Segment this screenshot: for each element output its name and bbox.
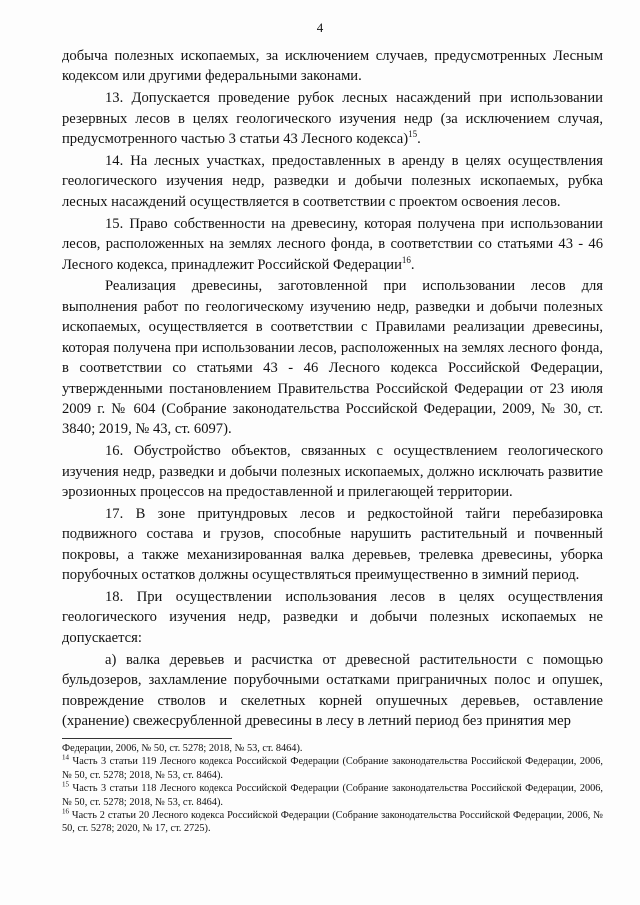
page-number: 4: [316, 20, 324, 35]
footnote-text: Часть 2 статьи 20 Лесного кодекса Российской Федерации (Собрание законодательства Российской Федерации, 2006, № 50, ст. 5278; 2020, № 17, ст. 2725).: [62, 810, 603, 835]
paragraph-text: 14. На лесных участках, предоставленных в аренду в целях осуществления геологического изучения недр, разведки и добычи полезных ископаемых, рубка лесных насаждений осуществляется в соответствии с проектом освоения лесов.: [62, 153, 603, 210]
paragraph-18a: [62, 650, 603, 732]
footnote-continuation: [62, 742, 603, 755]
footnote-14: [62, 755, 603, 782]
document-body: [62, 46, 603, 733]
footnote-separator: [62, 738, 232, 739]
footnote-text: Часть 3 статьи 119 Лесного кодекса Российской Федерации (Собрание законодательства Российской Федерации, 2006, № 50, ст. 5278; 2018, № 53, ст. 8464).: [62, 756, 604, 781]
footnote-16: [62, 809, 603, 836]
paragraph-15: [62, 214, 603, 275]
paragraph-text: а) валка деревьев и расчистка от древесной растительности с помощью бульдозеров, захламление порубочными остатками приграничных полос и опушек, повреждение стволов и скелетных корней опушечных деревьев, оставление (хранение) свежесрубленной древесины в лесу в летний период без принятия мер: [62, 651, 603, 729]
paragraph-text: 16. Обустройство объектов, связанных с осуществлением геологического изучения недр, разведки и добычи полезных ископаемых, должно исключать развитие эрозионных процессов на предоставленной и прилегающей территории.: [62, 443, 603, 501]
paragraph-continuation: [62, 46, 603, 87]
paragraph-18: [62, 587, 603, 648]
paragraph-text: 18. При осуществлении использования лесов в целях осуществления геологического изучения недр, разведки и добычи полезных ископаемых не допускается:: [62, 589, 603, 646]
paragraph-text: 15. Право собственности на древесину, которая получена при использовании лесов, расположенных на землях лесного фонда, в соответствии со статьями 43 - 46 Лесного кодекса, принадлежит Российской Федерации: [62, 215, 603, 273]
paragraph-text: Реализация древесины, заготовленной при использовании лесов для выполнения работ по геологическому изучению недр, разведки и добычи полезных ископаемых, осуществляется в соответствии с Правилами реализации древесины, которая получена при использовании лесов, расположенных на землях лесного фонда, в соответствии со статьями 43 - 46 Лесного кодекса Российской Федерации, утвержденными постановлением Правительства Российской Федерации от 23 июля 2009 г. № 604 (Собрание законодательства Российской Федерации, 2009, № 30, ст. 3840; 2019, № 43, ст. 6097).: [62, 278, 603, 438]
footnote-text: Федерации, 2006, № 50, ст. 5278; 2018, № 53, ст. 8464).: [62, 743, 303, 754]
footnote-ref[interactable]: 16: [401, 254, 411, 265]
footnote-text: Часть 3 статьи 118 Лесного кодекса Российской Федерации (Собрание законодательства Российской Федерации, 2006, № 50, ст. 5278; 2018, № 53, ст. 8464).: [62, 783, 604, 808]
paragraph-text: 13. Допускается проведение рубок лесных насаждений при использовании резервных лесов в целях геологического изучения недр (за исключением случая, предусмотренного частью 3 статьи 43 Лесного кодекса): [62, 90, 603, 148]
footnote-15: [62, 782, 603, 809]
footnote-number: 16: [62, 807, 69, 816]
footnotes: [62, 742, 603, 836]
footnote-number: 15: [62, 780, 69, 789]
paragraph-end: .: [417, 131, 421, 148]
paragraph-timber-sale: [62, 276, 603, 439]
footnote-number: 14: [62, 753, 69, 762]
footnote-ref[interactable]: 15: [408, 129, 418, 140]
paragraph-17: [62, 504, 603, 586]
paragraph-end: .: [410, 256, 415, 273]
paragraph-13: [62, 88, 603, 149]
paragraph-text: 17. В зоне притундровых лесов и редкостойной тайги перебазировка подвижного состава и грузов, способные нарушить растительный и почвенный покровы, а также механизированная валка деревьев, трелевка древесины, уборка порубочных остатков должны осуществляться преимущественно в зимний период.: [62, 505, 603, 584]
paragraph-16: [62, 441, 603, 502]
paragraph-text: добыча полезных ископаемых, за исключением случаев, предусмотренных Лесным кодексом или другими федеральными законами.: [62, 48, 603, 85]
paragraph-14: [62, 151, 603, 212]
